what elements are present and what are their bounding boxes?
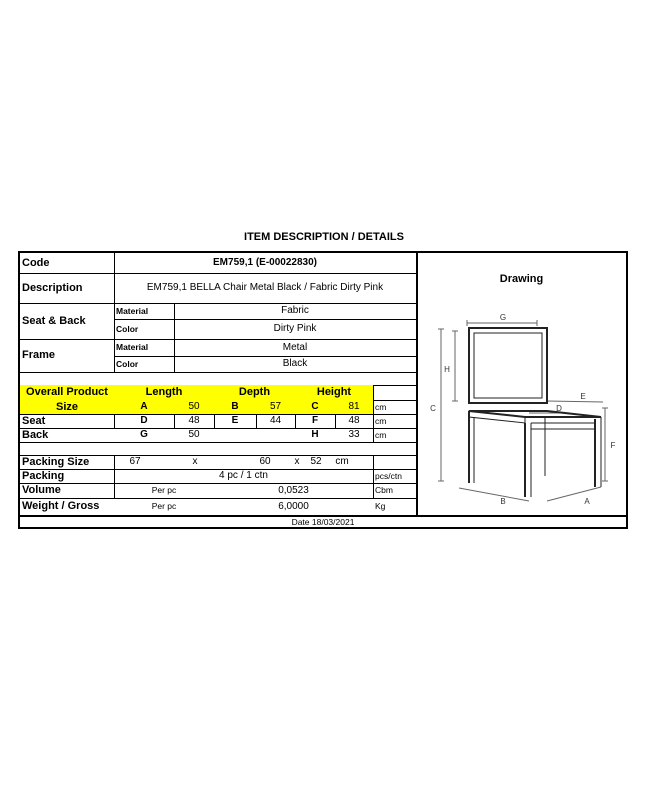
weight-value: 6,0000 [278,500,309,512]
overall-size-label-2: Size [55,400,78,413]
back-dims-label: Back [22,428,49,441]
packing-unit: pcs/ctn [375,470,402,481]
seat-dims-label: Seat [22,414,46,427]
weight-unit: Kg [375,501,386,512]
packing-value: 4 pc / 1 ctn [219,470,268,481]
col-divider [373,414,374,442]
frame-material-label: Material [116,342,149,353]
drawing-letter-d: D [556,404,562,413]
frame-color-label: Color [116,358,139,369]
row-divider [20,442,416,443]
back-length-code: G [140,429,148,440]
frame-color-value: Black [282,358,308,369]
packing-size-label: Packing Size [22,455,90,468]
overall-size-label-1: Overall Product [26,386,108,398]
overall-depth-code: B [231,401,239,412]
seat-back-color-label: Color [116,323,139,334]
volume-per: Per pc [151,485,177,496]
description-label: Description [22,281,83,294]
seat-depth-value: 44 [269,415,282,426]
overall-length-value: 50 [188,401,200,412]
overall-unit: cm [375,401,387,412]
drawing-letter-g: G [499,313,507,322]
back-height-code: H [311,429,319,440]
drawing-letter-a: A [584,497,590,506]
code-label: Code [22,256,50,269]
volume-unit: Cbm [375,485,393,496]
seat-back-label: Seat & Back [22,314,86,327]
description-value: EM759,1 BELLA Chair Metal Black / Fabric Dirty Pink [146,282,384,293]
row-divider [20,372,416,373]
frame-label: Frame [22,349,56,361]
drawing-letter-h: H [444,365,450,374]
seat-unit: cm [375,415,387,426]
seat-back-color-value: Dirty Pink [273,323,317,334]
volume-value: 0,0523 [278,484,309,496]
packing-size-width: 60 [259,456,271,467]
seat-depth-code: E [231,415,239,426]
seat-length-code: D [140,415,148,426]
date-text: Date 18/03/2021 [291,516,355,527]
packing-size-height: 52 [310,456,322,467]
chair-drawing [417,301,626,511]
volume-label: Volume [22,484,61,496]
overall-height-value: 81 [348,401,360,412]
drawing-letter-b: B [500,497,506,506]
back-height-value: 33 [348,429,360,440]
frame-material-value: Metal [282,341,308,353]
drawing-letter-c: C [430,404,436,413]
seat-length-value: 48 [188,415,200,426]
drawing-letter-f: F [610,441,616,450]
drawing-label: Drawing [499,273,544,285]
seat-back-material-value: Fabric [281,305,309,316]
back-length-value: 50 [188,429,200,440]
overall-depth-value: 57 [269,401,282,412]
code-value: EM759,1 (E-00022830) [213,257,317,268]
overall-height-code: C [311,401,319,412]
weight-per: Per pc [151,501,177,512]
packing-size-x1: x [192,456,198,467]
packing-size-x2: x [294,456,300,467]
seat-height-value: 48 [348,415,360,426]
packing-size-length: 67 [129,456,141,467]
page-title: ITEM DESCRIPTION / DETAILS [244,231,404,243]
seat-back-material-label: Material [116,305,149,316]
packing-size-unit: cm [335,456,349,467]
overall-length-code: A [140,401,148,412]
drawing-letter-e: E [580,392,586,401]
height-header: Height [316,386,352,398]
length-header: Length [145,386,183,398]
weight-label: Weight / Gross [22,500,100,512]
item-details-sheet [18,251,628,529]
packing-label: Packing [22,469,65,482]
seat-height-code: F [311,415,319,426]
depth-header: Depth [238,386,271,398]
back-unit: cm [375,429,387,440]
